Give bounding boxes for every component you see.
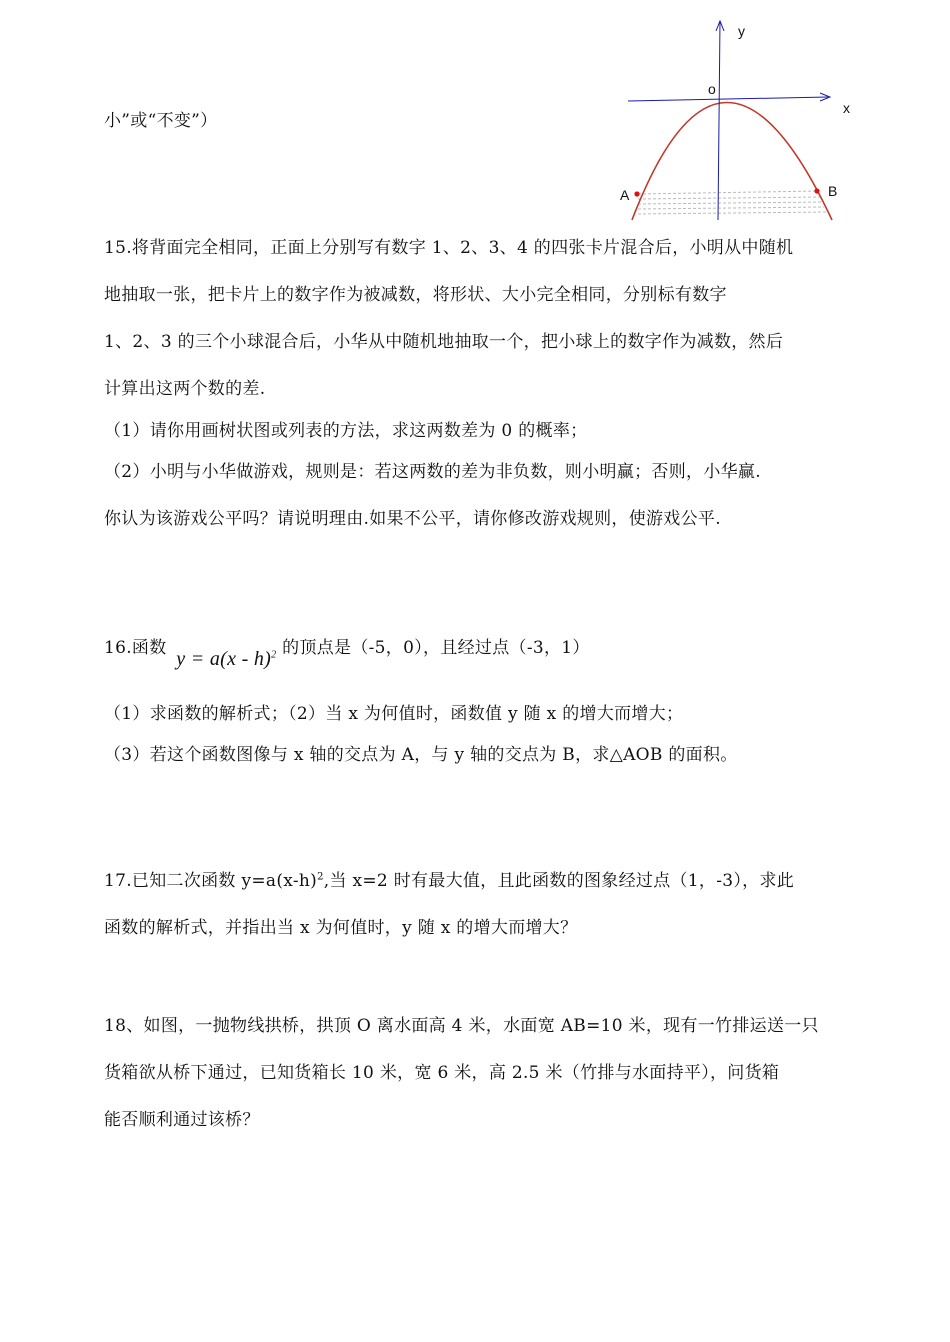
parabola-curve	[632, 103, 832, 221]
point-b-label: B	[828, 183, 838, 199]
y-axis	[718, 21, 720, 220]
q15-line4: 计算出这两个数的差.	[104, 379, 266, 399]
q18-line3: 能否顺利通过该桥？	[104, 1110, 260, 1130]
q15-part1: （1）请你用画树状图或列表的方法，求这两数差为 0 的概率；	[104, 421, 588, 441]
x-axis-label: x	[843, 100, 850, 116]
q16-formula	[176, 648, 276, 670]
q15-part2-line1: （2）小明与小华做游戏，规则是：若这两数的差为非负数，则小明赢；否则，小华赢.	[104, 462, 761, 482]
question-14-tail: 小”或“不变”）	[104, 111, 218, 131]
q17-line1	[104, 866, 794, 891]
q15-line2: 地抽取一张，把卡片上的数字作为被减数，将形状、大小完全相同，分别标有数字	[104, 285, 727, 305]
q17-line1-start: 17.已知二次函数 y=a(x-h)	[104, 871, 318, 891]
parabola-diagram	[600, 15, 860, 230]
q16-line2: （1）求函数的解析式；（2）当 x 为何值时，函数值 y 随 x 的增大而增大；	[104, 704, 684, 724]
q16-prefix: 16.函数	[104, 638, 167, 658]
q16-line1	[104, 633, 590, 670]
y-axis-label: y	[738, 23, 745, 39]
q18-line2: 货箱欲从桥下通过，已知货箱长 10 米，宽 6 米，高 2.5 米（竹排与水面持平），问货箱	[104, 1063, 780, 1083]
parabola-figure	[600, 15, 860, 230]
q17-line1-end: ,当 x=2 时有最大值，且此函数的图象经过点（1，-3），求此	[323, 871, 795, 891]
q16-formula-exponent: 2	[271, 649, 277, 661]
q16-formula-main: y = a(x - h)	[176, 648, 272, 670]
point-a-label: A	[620, 187, 630, 203]
dashed-guides	[638, 191, 826, 214]
q16-suffix: 的顶点是（-5，0），且经过点（-3，1）	[282, 638, 590, 658]
q15-part2-line2: 你认为该游戏公平吗？请说明理由.如果不公平，请你修改游戏规则，使游戏公平.	[104, 509, 721, 529]
q17-exponent: 2	[317, 871, 324, 883]
point-b-marker	[814, 188, 819, 193]
point-a-marker	[634, 191, 639, 196]
q18-line1: 18、如图，一抛物线拱桥，拱顶 O 离水面高 4 米，水面宽 AB=10 米，现有一竹排运送一只	[104, 1016, 819, 1036]
q16-line3: （3）若这个函数图像与 x 轴的交点为 A，与 y 轴的交点为 B，求△AOB 的面积。	[104, 745, 738, 765]
q15-line1: 15.将背面完全相同，正面上分别写有数字 1、2、3、4 的四张卡片混合后，小明从中随机	[104, 238, 794, 258]
q17-line2: 函数的解析式，并指出当 x 为何值时，y 随 x 的增大而增大？	[104, 918, 578, 938]
x-axis	[628, 97, 828, 101]
origin-label: o	[708, 81, 716, 97]
q15-line3: 1、2、3 的三个小球混合后，小华从中随机地抽取一个，把小球上的数字作为减数，然后	[104, 332, 784, 352]
